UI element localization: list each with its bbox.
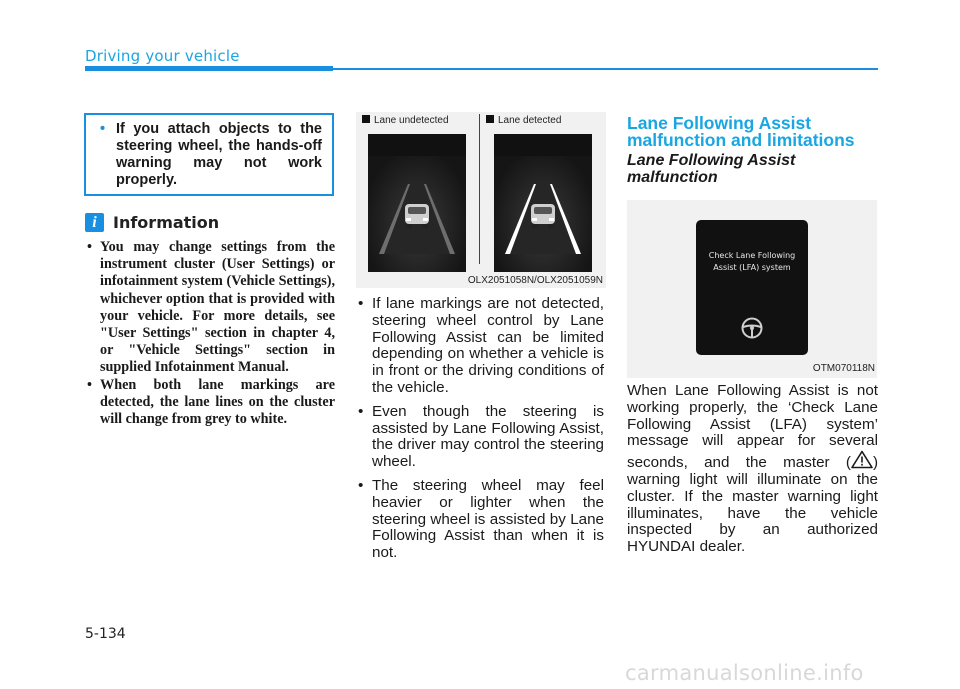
figure-caption: OLX2051058N/OLX2051059N — [467, 275, 603, 286]
list-item: • Even though the steering is assisted by Lane Following Assist, the driver may control the steering wheel. — [356, 404, 604, 471]
cluster-screen-detected — [494, 134, 592, 272]
malfunction-body-text: When Lane Following Assist is not working properly, the ‘Check Lane Following Assist (LFA) system’ message will appear for several seconds, and the master ( ) warning light will illuminate on the cluster. If the master warning light illuminates, have the vehicle inspected by an authorized HYUNDAI dealer. — [627, 382, 878, 556]
warning-box — [84, 113, 334, 196]
section-heading: Lane Following Assist malfunction and limitations — [627, 113, 855, 150]
lane-detection-figure — [356, 112, 606, 288]
section-subheading: Lane Following Assist malfunction — [627, 152, 796, 186]
list-item: • If lane markings are not detected, steering wheel control by Lane Following Assist can be limited depending on whether a vehicle is in front or the driving conditions of the vehicle. — [356, 296, 604, 397]
information-list — [87, 239, 335, 428]
steering-wheel-icon — [740, 316, 764, 340]
warning-text: If you attach objects to the steering wheel, the hands-off warning may not work properly. — [116, 121, 322, 188]
legend-square-icon — [486, 115, 494, 123]
information-title: Information — [113, 213, 220, 232]
header-rule-thick — [85, 66, 333, 71]
list-item: • The steering wheel may feel heavier or lighter when the steering wheel is assisted by Lane Following Assist than when it is not. — [356, 478, 604, 562]
information-item: • When both lane markings are detected, the lane lines on the cluster will change from grey to white. — [87, 377, 335, 429]
legend-lane-detected: Lane detected — [486, 115, 561, 126]
header-rule-thin — [333, 68, 878, 70]
section-title: Driving your vehicle — [85, 47, 240, 65]
information-header — [85, 213, 219, 232]
cluster-screen-undetected — [368, 134, 466, 272]
middle-bullet-list — [356, 296, 604, 569]
warning-bullet: • — [100, 121, 106, 137]
legend-lane-undetected: Lane undetected — [362, 115, 449, 126]
watermark: carmanualsonline.info — [625, 661, 864, 685]
page-number: 5-134 — [85, 626, 126, 642]
info-i-icon: i — [85, 213, 104, 232]
cluster-display — [696, 220, 808, 355]
information-item: • You may change settings from the instrument cluster (User Settings) or infotainment system (Vehicle Settings), whichever option that is provided with your vehicle. For more details, see "User Settings" section in chapter 4, or "Vehicle Settings" section in supplied Infotainment Manual. — [87, 239, 335, 377]
figure-divider — [479, 114, 480, 264]
figure-caption: OTM070118N — [812, 363, 875, 374]
legend-square-icon — [362, 115, 370, 123]
cluster-message: Check Lane Following Assist (LFA) system — [708, 251, 796, 272]
master-warning-icon — [851, 450, 873, 469]
cluster-message-figure — [627, 200, 877, 378]
